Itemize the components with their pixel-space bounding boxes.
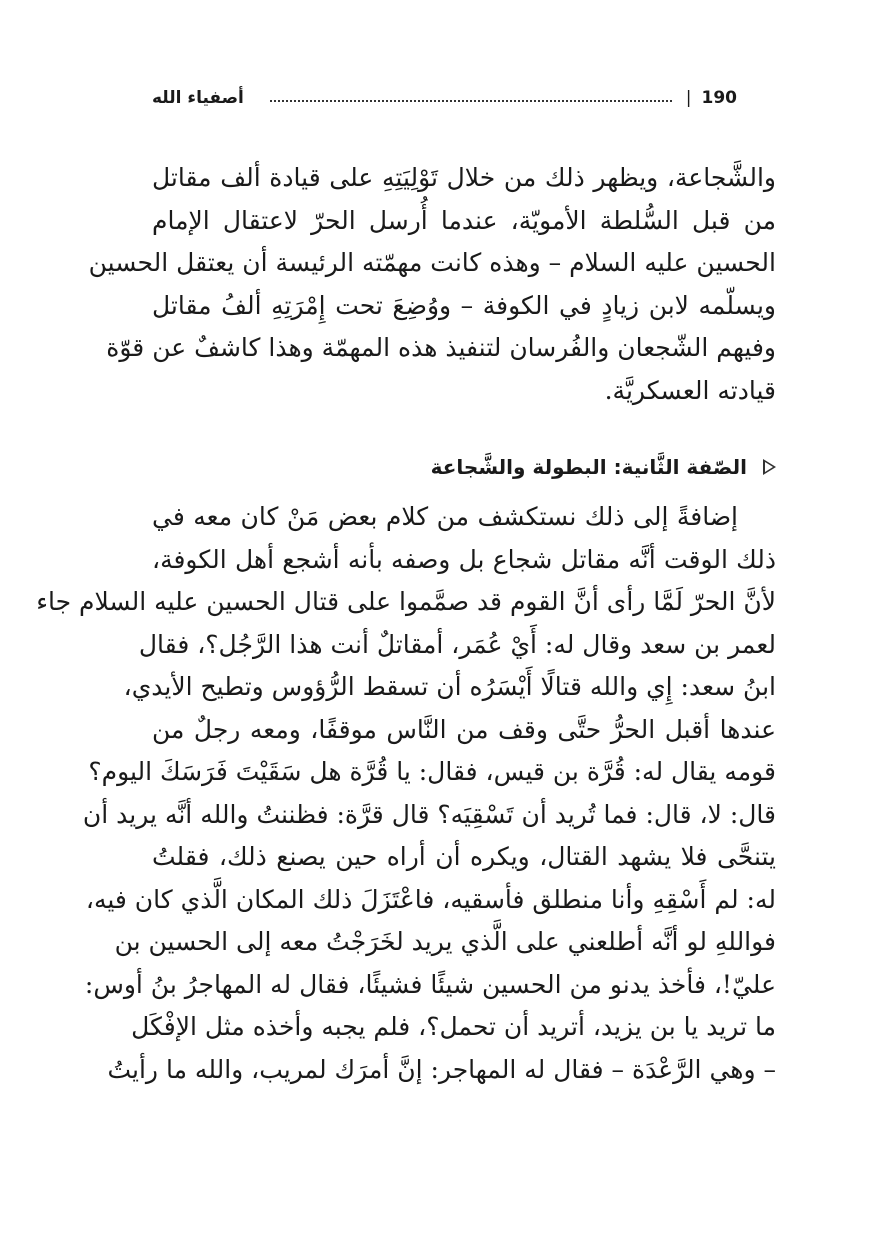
text-line: من قبل السُّلطة الأمويّة، عندما أُرسل الحرّ لاعتقال الإمام — [152, 205, 776, 235]
book-title: أصفياء الله — [152, 88, 244, 108]
page-number: 190 — [701, 88, 737, 108]
text-line: إضافةً إلى ذلك نستكشف من كلام بعض مَنْ كان معه في — [152, 502, 738, 531]
triangle-bullet-icon — [763, 459, 776, 475]
section-heading — [300, 450, 776, 484]
text-line: – وهي الرَّعْدَة – فقال له المهاجر: إنَّ أمرَك لمريب، والله ما رأيتُ — [107, 1054, 776, 1084]
text-line: قومه يقال له: قُرَّة بن قيس، فقال: يا قُرَّة هل سَقَيْتَ فَرَسَكَ اليوم؟ — [88, 757, 776, 786]
running-header — [152, 84, 737, 112]
text-line: والشَّجاعة، ويظهر ذلك من خلال تَوْلِيَتِهِ على قيادة ألف مقاتل — [152, 163, 776, 192]
text-line: وفيهم الشّجعان والفُرسان لتنفيذ هذه المهمّة وهذا كاشفٌ عن قوّة — [106, 333, 776, 362]
text-line: عليّ!، فأخذ يدنو من الحسين شيئًا فشيئًا، فقال له المهاجرُ بنُ أوس: — [84, 969, 776, 999]
section-heading-text: الصّفة الثَّانية: البطولة والشَّجاعة — [430, 455, 747, 479]
text-line: قيادته العسكريَّة. — [604, 375, 776, 405]
text-line: ابنُ سعد: إِي والله قتالًا أَيْسَرُه أن تسقط الرُّؤوس وتطيح الأيدي، — [123, 672, 776, 701]
text-line: لعمر بن سعد وقال له: أَيْ عُمَر، أمقاتلٌ أنت هذا الرَّجُل؟، فقال — [138, 629, 776, 659]
text-line: الحسين عليه السلام – وهذه كانت مهمّته الرئيسة أن يعتقل الحسين — [88, 248, 776, 277]
dotted-leader — [270, 100, 672, 102]
text-line: فواللهِ لو أنَّه أطلعني على الَّذي يريد لخَرَجْتُ معه إلى الحسين بن — [114, 927, 776, 956]
text-line: ذلك الوقت أنَّه مقاتل شجاع بل وصفه بأنه أشجع أهل الكوفة، — [152, 544, 776, 574]
text-line: عندها أقبل الحرُّ حتَّى وقف من النَّاس موقفًا، ومعه رجلٌ من — [152, 714, 776, 744]
text-line: له: لم أَسْقِهِ وأنا منطلق فأسقيه، فاعْتَزَلَ ذلك المكان الَّذي كان فيه، — [85, 884, 776, 914]
text-line: ما تريد يا بن يزيد، أتريد أن تحمل؟، فلم يجبه وأخذه مثل الإفْكَل — [131, 1012, 776, 1041]
text-line: قال: لا، قال: فما تُريد أن تَسْقِيَه؟ قال قرَّة: فظننتُ والله أنَّه يريد أن — [82, 799, 776, 829]
header-separator: | — [685, 88, 692, 108]
text-line: يتنحَّى فلا يشهد القتال، ويكره أن أراه حين يصنع ذلك، فقلتُ — [152, 842, 776, 871]
text-line: لأنَّ الحرّ لَمَّا رأى أنَّ القوم قد صمَّموا على قتال الحسين عليه السلام جاء — [36, 587, 776, 616]
text-line: ويسلّمه لابن زيادٍ في الكوفة – ووُضِعَ تحت إِمْرَتِهِ ألفُ مقاتل — [152, 290, 776, 320]
